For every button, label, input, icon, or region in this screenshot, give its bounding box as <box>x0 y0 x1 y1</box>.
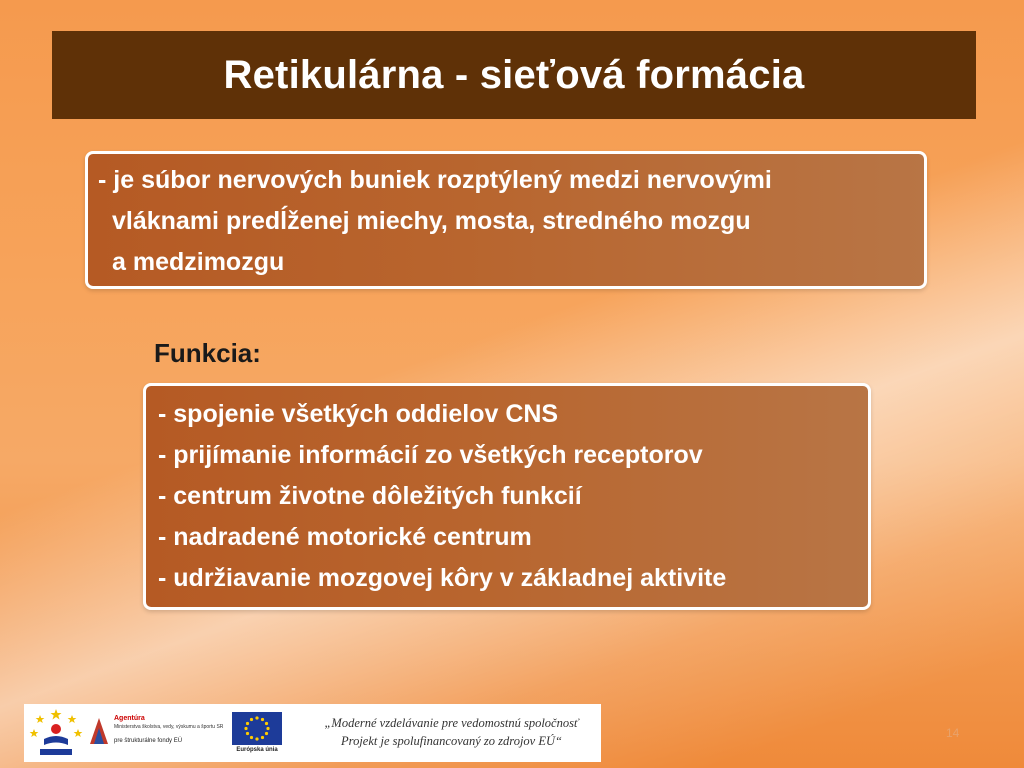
function-heading: Funkcia: <box>154 338 261 368</box>
definition-line: a medzimozgu <box>112 248 285 276</box>
footer-project-text <box>304 714 599 750</box>
eu-label: Európska únia <box>236 747 278 753</box>
agency-subtitle: Ministerstva školstva, vedy, výskumu a športu SR <box>114 724 224 730</box>
eu-logo <box>232 712 282 758</box>
operational-program-logo-icon <box>28 707 84 759</box>
definition-line: - je súbor nervových buniek rozptýlený medzi nervovými <box>98 166 772 194</box>
agency-logo <box>88 712 228 754</box>
footer-quote-line-1: „Moderné vzdelávanie pre vedomostnú spoločnosť <box>324 716 579 730</box>
agency-title: Agentúra <box>114 715 145 722</box>
page-number: 14 <box>946 726 960 740</box>
definition-line: vláknami predĺženej miechy, mosta, stredného mozgu <box>112 207 751 235</box>
function-item: - centrum životne dôležitých funkcií <box>158 482 582 510</box>
slide-title: Retikulárna - sieťová formácia <box>223 52 805 97</box>
definition-box <box>85 151 927 289</box>
agency-emblem-icon <box>88 714 110 750</box>
function-item: - spojenie všetkých oddielov CNS <box>158 400 559 428</box>
function-list-box <box>143 383 871 610</box>
function-item: - prijímanie informácií zo všetkých receptorov <box>158 441 703 469</box>
footer-logo-strip <box>24 704 601 762</box>
function-item: - nadradené motorické centrum <box>158 523 532 551</box>
function-item: - udržiavanie mozgovej kôry v základnej aktivite <box>158 564 727 592</box>
footer-quote-line-2: Projekt je spolufinancovaný zo zdrojov EÚ“ <box>341 734 562 748</box>
eu-flag-icon <box>232 712 282 745</box>
agency-subtitle-2: pre štrukturálne fondy EÚ <box>114 738 183 744</box>
title-bar <box>52 31 976 119</box>
